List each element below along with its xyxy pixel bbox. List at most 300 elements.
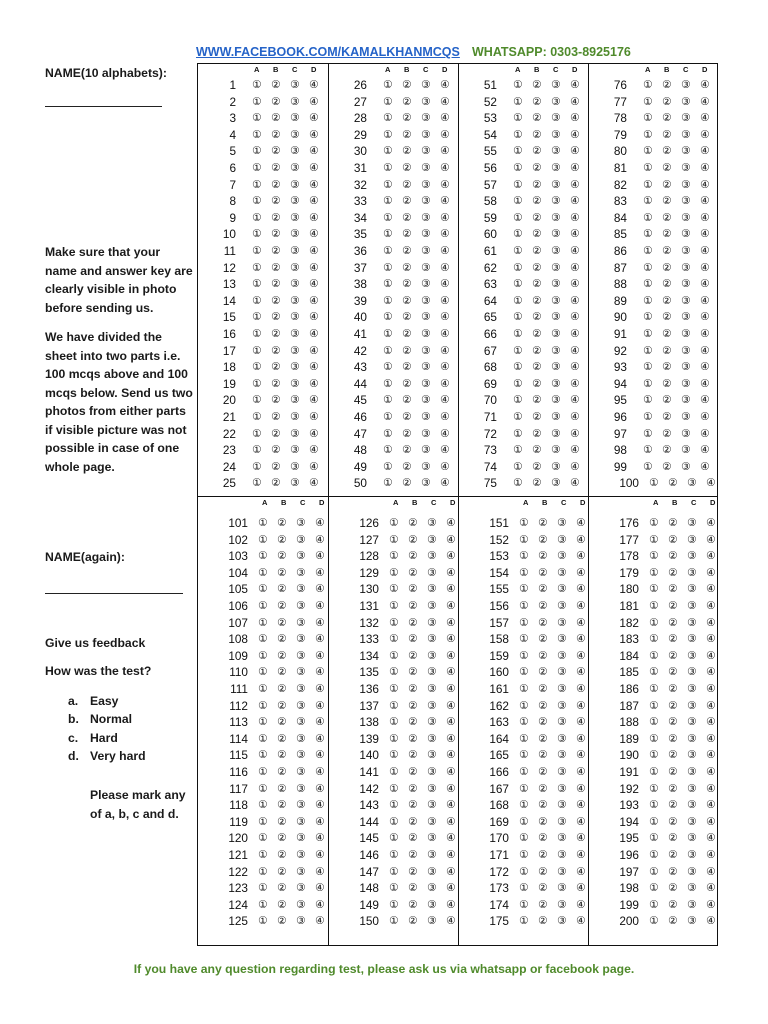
answer-bubble-b[interactable]: ② <box>668 533 678 546</box>
answer-bubble-a[interactable]: ① <box>252 477 262 490</box>
answer-bubble-c[interactable]: ③ <box>290 245 300 257</box>
answer-bubble-d[interactable]: ④ <box>706 533 716 546</box>
answer-bubble-b[interactable]: ② <box>402 178 412 191</box>
answer-bubble-c[interactable]: ③ <box>557 882 567 895</box>
answer-bubble-d[interactable]: ④ <box>706 865 716 878</box>
answer-bubble-d[interactable]: ④ <box>446 882 456 895</box>
answer-bubble-c[interactable]: ③ <box>427 600 437 612</box>
answer-bubble-c[interactable]: ③ <box>421 311 431 324</box>
answer-bubble-c[interactable]: ③ <box>687 683 697 695</box>
answer-bubble-d[interactable]: ④ <box>576 600 586 612</box>
answer-bubble-d[interactable]: ④ <box>315 633 325 646</box>
answer-bubble-d[interactable]: ④ <box>440 112 450 125</box>
answer-bubble-a[interactable]: ① <box>643 162 653 174</box>
answer-bubble-b[interactable]: ② <box>668 616 678 629</box>
answer-bubble-a[interactable]: ① <box>643 444 653 457</box>
answer-bubble-a[interactable]: ① <box>389 533 399 546</box>
answer-bubble-c[interactable]: ③ <box>427 732 437 745</box>
answer-bubble-b[interactable]: ② <box>271 79 281 91</box>
answer-bubble-c[interactable]: ③ <box>427 583 437 596</box>
answer-bubble-c[interactable]: ③ <box>296 683 306 695</box>
answer-bubble-b[interactable]: ② <box>532 377 542 390</box>
answer-bubble-d[interactable]: ④ <box>315 666 325 679</box>
answer-bubble-a[interactable]: ① <box>519 683 529 695</box>
answer-bubble-d[interactable]: ④ <box>576 882 586 895</box>
answer-bubble-a[interactable]: ① <box>519 616 529 629</box>
answer-bubble-c[interactable]: ③ <box>557 915 567 928</box>
answer-bubble-b[interactable]: ② <box>532 344 542 357</box>
answer-bubble-d[interactable]: ④ <box>570 328 580 340</box>
answer-bubble-a[interactable]: ① <box>383 477 393 490</box>
answer-bubble-b[interactable]: ② <box>271 394 281 407</box>
answer-bubble-d[interactable]: ④ <box>570 411 580 423</box>
answer-bubble-d[interactable]: ④ <box>576 699 586 712</box>
answer-bubble-d[interactable]: ④ <box>309 427 319 440</box>
answer-bubble-b[interactable]: ② <box>538 550 548 563</box>
answer-bubble-b[interactable]: ② <box>532 195 542 208</box>
answer-bubble-a[interactable]: ① <box>383 195 393 208</box>
answer-bubble-b[interactable]: ② <box>662 427 672 440</box>
answer-bubble-d[interactable]: ④ <box>576 649 586 662</box>
answer-bubble-c[interactable]: ③ <box>551 261 561 274</box>
feedback-option-very-hard[interactable] <box>68 747 146 766</box>
answer-bubble-d[interactable]: ④ <box>440 361 450 374</box>
answer-bubble-c[interactable]: ③ <box>421 228 431 241</box>
answer-bubble-b[interactable]: ② <box>402 394 412 407</box>
answer-bubble-c[interactable]: ③ <box>557 517 567 529</box>
answer-bubble-a[interactable]: ① <box>258 550 268 563</box>
answer-bubble-b[interactable]: ② <box>271 444 281 457</box>
answer-bubble-c[interactable]: ③ <box>687 815 697 828</box>
answer-bubble-c[interactable]: ③ <box>551 278 561 291</box>
answer-bubble-d[interactable]: ④ <box>706 766 716 778</box>
answer-bubble-a[interactable]: ① <box>649 683 659 695</box>
answer-bubble-b[interactable]: ② <box>538 732 548 745</box>
answer-bubble-b[interactable]: ② <box>271 211 281 224</box>
answer-bubble-d[interactable]: ④ <box>446 898 456 911</box>
answer-bubble-a[interactable]: ① <box>519 566 529 579</box>
answer-bubble-c[interactable]: ③ <box>290 477 300 490</box>
answer-bubble-a[interactable]: ① <box>513 228 523 241</box>
answer-bubble-d[interactable]: ④ <box>706 566 716 579</box>
answer-bubble-d[interactable]: ④ <box>706 749 716 762</box>
answer-bubble-d[interactable]: ④ <box>315 517 325 529</box>
answer-bubble-c[interactable]: ③ <box>551 328 561 340</box>
answer-bubble-c[interactable]: ③ <box>290 427 300 440</box>
answer-bubble-a[interactable]: ① <box>643 427 653 440</box>
answer-bubble-b[interactable]: ② <box>662 95 672 108</box>
answer-bubble-c[interactable]: ③ <box>687 600 697 612</box>
answer-bubble-a[interactable]: ① <box>383 228 393 241</box>
answer-bubble-d[interactable]: ④ <box>440 145 450 158</box>
answer-bubble-d[interactable]: ④ <box>570 162 580 174</box>
answer-bubble-c[interactable]: ③ <box>427 550 437 563</box>
answer-bubble-a[interactable]: ① <box>649 533 659 546</box>
answer-bubble-b[interactable]: ② <box>662 294 672 307</box>
answer-bubble-c[interactable]: ③ <box>551 444 561 457</box>
answer-bubble-a[interactable]: ① <box>649 865 659 878</box>
answer-bubble-b[interactable]: ② <box>668 477 678 490</box>
answer-bubble-c[interactable]: ③ <box>681 195 691 208</box>
answer-bubble-a[interactable]: ① <box>643 460 653 473</box>
answer-bubble-c[interactable]: ③ <box>681 128 691 141</box>
answer-bubble-d[interactable]: ④ <box>446 915 456 928</box>
answer-bubble-b[interactable]: ② <box>408 533 418 546</box>
answer-bubble-a[interactable]: ① <box>258 882 268 895</box>
answer-bubble-b[interactable]: ② <box>402 294 412 307</box>
answer-bubble-a[interactable]: ① <box>649 616 659 629</box>
answer-bubble-c[interactable]: ③ <box>551 344 561 357</box>
answer-bubble-b[interactable]: ② <box>538 915 548 928</box>
answer-bubble-c[interactable]: ③ <box>551 394 561 407</box>
answer-bubble-a[interactable]: ① <box>252 328 262 340</box>
answer-bubble-d[interactable]: ④ <box>706 633 716 646</box>
answer-bubble-a[interactable]: ① <box>389 683 399 695</box>
answer-bubble-a[interactable]: ① <box>519 716 529 729</box>
answer-bubble-d[interactable]: ④ <box>570 145 580 158</box>
answer-bubble-a[interactable]: ① <box>252 344 262 357</box>
answer-bubble-c[interactable]: ③ <box>290 261 300 274</box>
answer-bubble-b[interactable]: ② <box>271 95 281 108</box>
answer-bubble-a[interactable]: ① <box>519 732 529 745</box>
answer-bubble-d[interactable]: ④ <box>576 533 586 546</box>
answer-bubble-a[interactable]: ① <box>252 228 262 241</box>
answer-bubble-c[interactable]: ③ <box>290 411 300 423</box>
answer-bubble-a[interactable]: ① <box>252 195 262 208</box>
answer-bubble-a[interactable]: ① <box>389 616 399 629</box>
answer-bubble-d[interactable]: ④ <box>315 533 325 546</box>
answer-bubble-a[interactable]: ① <box>258 600 268 612</box>
answer-bubble-d[interactable]: ④ <box>706 666 716 679</box>
answer-bubble-b[interactable]: ② <box>277 832 287 845</box>
answer-bubble-d[interactable]: ④ <box>440 162 450 174</box>
answer-bubble-b[interactable]: ② <box>538 699 548 712</box>
answer-bubble-a[interactable]: ① <box>252 211 262 224</box>
answer-bubble-a[interactable]: ① <box>252 162 262 174</box>
answer-bubble-b[interactable]: ② <box>408 882 418 895</box>
answer-bubble-c[interactable]: ③ <box>551 112 561 125</box>
answer-bubble-c[interactable]: ③ <box>427 766 437 778</box>
answer-bubble-d[interactable]: ④ <box>315 849 325 861</box>
answer-bubble-d[interactable]: ④ <box>446 566 456 579</box>
answer-bubble-c[interactable]: ③ <box>687 865 697 878</box>
answer-bubble-b[interactable]: ② <box>277 633 287 646</box>
answer-bubble-a[interactable]: ① <box>258 616 268 629</box>
answer-bubble-d[interactable]: ④ <box>570 294 580 307</box>
answer-bubble-b[interactable]: ② <box>402 195 412 208</box>
answer-bubble-b[interactable]: ② <box>668 799 678 812</box>
answer-bubble-c[interactable]: ③ <box>687 517 697 529</box>
answer-bubble-d[interactable]: ④ <box>446 865 456 878</box>
answer-bubble-d[interactable]: ④ <box>576 782 586 795</box>
answer-bubble-d[interactable]: ④ <box>570 477 580 490</box>
answer-bubble-b[interactable]: ② <box>402 79 412 91</box>
answer-bubble-d[interactable]: ④ <box>576 683 586 695</box>
answer-bubble-c[interactable]: ③ <box>551 128 561 141</box>
answer-bubble-b[interactable]: ② <box>668 766 678 778</box>
answer-bubble-b[interactable]: ② <box>668 732 678 745</box>
answer-bubble-c[interactable]: ③ <box>290 128 300 141</box>
answer-bubble-a[interactable]: ① <box>252 377 262 390</box>
answer-bubble-c[interactable]: ③ <box>427 898 437 911</box>
answer-bubble-c[interactable]: ③ <box>421 427 431 440</box>
answer-bubble-c[interactable]: ③ <box>290 178 300 191</box>
answer-bubble-a[interactable]: ① <box>389 849 399 861</box>
answer-bubble-d[interactable]: ④ <box>440 211 450 224</box>
answer-bubble-a[interactable]: ① <box>643 377 653 390</box>
answer-bubble-b[interactable]: ② <box>668 649 678 662</box>
answer-bubble-b[interactable]: ② <box>271 377 281 390</box>
answer-bubble-c[interactable]: ③ <box>290 444 300 457</box>
answer-bubble-d[interactable]: ④ <box>576 716 586 729</box>
answer-bubble-c[interactable]: ③ <box>421 361 431 374</box>
answer-bubble-c[interactable]: ③ <box>427 566 437 579</box>
answer-bubble-d[interactable]: ④ <box>706 517 716 529</box>
answer-bubble-b[interactable]: ② <box>402 128 412 141</box>
answer-bubble-b[interactable]: ② <box>662 444 672 457</box>
answer-bubble-d[interactable]: ④ <box>446 732 456 745</box>
answer-bubble-b[interactable]: ② <box>662 328 672 340</box>
answer-bubble-d[interactable]: ④ <box>700 411 710 423</box>
answer-bubble-b[interactable]: ② <box>668 849 678 861</box>
answer-bubble-b[interactable]: ② <box>532 95 542 108</box>
answer-bubble-d[interactable]: ④ <box>315 550 325 563</box>
answer-bubble-a[interactable]: ① <box>519 633 529 646</box>
answer-bubble-b[interactable]: ② <box>538 815 548 828</box>
answer-bubble-c[interactable]: ③ <box>551 228 561 241</box>
answer-bubble-c[interactable]: ③ <box>681 444 691 457</box>
answer-bubble-a[interactable]: ① <box>513 427 523 440</box>
answer-bubble-d[interactable]: ④ <box>700 245 710 257</box>
answer-bubble-a[interactable]: ① <box>519 915 529 928</box>
answer-bubble-d[interactable]: ④ <box>446 533 456 546</box>
answer-bubble-a[interactable]: ① <box>383 427 393 440</box>
answer-bubble-a[interactable]: ① <box>252 294 262 307</box>
answer-bubble-d[interactable]: ④ <box>570 79 580 91</box>
answer-bubble-a[interactable]: ① <box>513 112 523 125</box>
answer-bubble-a[interactable]: ① <box>389 633 399 646</box>
answer-bubble-b[interactable]: ② <box>271 145 281 158</box>
answer-bubble-b[interactable]: ② <box>538 633 548 646</box>
answer-bubble-a[interactable]: ① <box>383 211 393 224</box>
answer-bubble-d[interactable]: ④ <box>309 278 319 291</box>
answer-bubble-a[interactable]: ① <box>252 245 262 257</box>
answer-bubble-b[interactable]: ② <box>277 849 287 861</box>
answer-bubble-d[interactable]: ④ <box>576 749 586 762</box>
facebook-link[interactable]: WWW.FACEBOOK.COM/KAMALKHANMCQS <box>196 45 460 59</box>
answer-bubble-a[interactable]: ① <box>258 666 268 679</box>
answer-bubble-c[interactable]: ③ <box>687 749 697 762</box>
answer-bubble-c[interactable]: ③ <box>427 815 437 828</box>
answer-bubble-d[interactable]: ④ <box>576 865 586 878</box>
answer-bubble-b[interactable]: ② <box>668 815 678 828</box>
answer-bubble-d[interactable]: ④ <box>576 815 586 828</box>
answer-bubble-a[interactable]: ① <box>383 245 393 257</box>
answer-bubble-c[interactable]: ③ <box>681 112 691 125</box>
answer-bubble-c[interactable]: ③ <box>687 716 697 729</box>
answer-bubble-b[interactable]: ② <box>532 112 542 125</box>
answer-bubble-b[interactable]: ② <box>668 915 678 928</box>
answer-bubble-b[interactable]: ② <box>271 261 281 274</box>
answer-bubble-d[interactable]: ④ <box>570 361 580 374</box>
answer-bubble-b[interactable]: ② <box>538 749 548 762</box>
answer-bubble-d[interactable]: ④ <box>315 882 325 895</box>
answer-bubble-b[interactable]: ② <box>277 600 287 612</box>
answer-bubble-a[interactable]: ① <box>643 95 653 108</box>
answer-bubble-a[interactable]: ① <box>643 79 653 91</box>
answer-bubble-d[interactable]: ④ <box>309 344 319 357</box>
answer-bubble-d[interactable]: ④ <box>315 649 325 662</box>
answer-bubble-b[interactable]: ② <box>538 533 548 546</box>
answer-bubble-d[interactable]: ④ <box>309 228 319 241</box>
answer-bubble-c[interactable]: ③ <box>421 245 431 257</box>
answer-bubble-a[interactable]: ① <box>513 245 523 257</box>
answer-bubble-b[interactable]: ② <box>532 162 542 174</box>
answer-bubble-b[interactable]: ② <box>538 517 548 529</box>
answer-bubble-b[interactable]: ② <box>538 882 548 895</box>
answer-bubble-b[interactable]: ② <box>402 145 412 158</box>
answer-bubble-c[interactable]: ③ <box>421 394 431 407</box>
answer-bubble-c[interactable]: ③ <box>290 278 300 291</box>
answer-bubble-a[interactable]: ① <box>389 566 399 579</box>
answer-bubble-a[interactable]: ① <box>258 517 268 529</box>
answer-bubble-b[interactable]: ② <box>408 699 418 712</box>
answer-bubble-d[interactable]: ④ <box>570 444 580 457</box>
answer-bubble-b[interactable]: ② <box>402 377 412 390</box>
answer-bubble-a[interactable]: ① <box>258 633 268 646</box>
answer-bubble-a[interactable]: ① <box>383 128 393 141</box>
answer-bubble-c[interactable]: ③ <box>551 162 561 174</box>
answer-bubble-b[interactable]: ② <box>662 311 672 324</box>
answer-bubble-d[interactable]: ④ <box>309 195 319 208</box>
answer-bubble-a[interactable]: ① <box>383 162 393 174</box>
answer-bubble-d[interactable]: ④ <box>570 245 580 257</box>
answer-bubble-c[interactable]: ③ <box>296 583 306 596</box>
feedback-option-hard[interactable] <box>68 729 118 748</box>
answer-bubble-c[interactable]: ③ <box>557 699 567 712</box>
answer-bubble-b[interactable]: ② <box>402 344 412 357</box>
answer-bubble-d[interactable]: ④ <box>440 178 450 191</box>
answer-bubble-c[interactable]: ③ <box>421 377 431 390</box>
answer-bubble-a[interactable]: ① <box>258 749 268 762</box>
answer-bubble-c[interactable]: ③ <box>290 211 300 224</box>
answer-bubble-b[interactable]: ② <box>402 228 412 241</box>
answer-bubble-a[interactable]: ① <box>513 79 523 91</box>
answer-bubble-b[interactable]: ② <box>532 394 542 407</box>
answer-bubble-c[interactable]: ③ <box>551 460 561 473</box>
answer-bubble-d[interactable]: ④ <box>309 411 319 423</box>
answer-bubble-b[interactable]: ② <box>271 477 281 490</box>
answer-bubble-a[interactable]: ① <box>252 411 262 423</box>
answer-bubble-d[interactable]: ④ <box>309 444 319 457</box>
answer-bubble-b[interactable]: ② <box>402 311 412 324</box>
answer-bubble-b[interactable]: ② <box>277 799 287 812</box>
answer-bubble-a[interactable]: ① <box>513 294 523 307</box>
answer-bubble-c[interactable]: ③ <box>681 228 691 241</box>
answer-bubble-a[interactable]: ① <box>513 311 523 324</box>
answer-bubble-d[interactable]: ④ <box>309 112 319 125</box>
answer-bubble-c[interactable]: ③ <box>296 633 306 646</box>
answer-bubble-c[interactable]: ③ <box>557 600 567 612</box>
answer-bubble-b[interactable]: ② <box>271 411 281 423</box>
answer-bubble-a[interactable]: ① <box>643 311 653 324</box>
answer-bubble-d[interactable]: ④ <box>309 145 319 158</box>
answer-bubble-d[interactable]: ④ <box>440 311 450 324</box>
answer-bubble-d[interactable]: ④ <box>700 361 710 374</box>
answer-bubble-b[interactable]: ② <box>538 832 548 845</box>
answer-bubble-a[interactable]: ① <box>649 666 659 679</box>
answer-bubble-c[interactable]: ③ <box>290 328 300 340</box>
answer-bubble-a[interactable]: ① <box>643 361 653 374</box>
answer-bubble-b[interactable]: ② <box>538 849 548 861</box>
answer-bubble-a[interactable]: ① <box>389 517 399 529</box>
answer-bubble-a[interactable]: ① <box>383 294 393 307</box>
answer-bubble-c[interactable]: ③ <box>421 328 431 340</box>
answer-bubble-a[interactable]: ① <box>383 411 393 423</box>
answer-bubble-b[interactable]: ② <box>668 633 678 646</box>
answer-bubble-d[interactable]: ④ <box>576 517 586 529</box>
answer-bubble-c[interactable]: ③ <box>551 245 561 257</box>
answer-bubble-a[interactable]: ① <box>389 649 399 662</box>
answer-bubble-a[interactable]: ① <box>519 782 529 795</box>
answer-bubble-a[interactable]: ① <box>383 344 393 357</box>
answer-bubble-c[interactable]: ③ <box>421 294 431 307</box>
feedback-option-normal[interactable] <box>68 710 132 729</box>
answer-bubble-c[interactable]: ③ <box>557 766 567 778</box>
answer-bubble-d[interactable]: ④ <box>446 666 456 679</box>
answer-bubble-c[interactable]: ③ <box>296 815 306 828</box>
answer-bubble-a[interactable]: ① <box>643 128 653 141</box>
answer-bubble-a[interactable]: ① <box>519 749 529 762</box>
answer-bubble-b[interactable]: ② <box>668 882 678 895</box>
answer-bubble-d[interactable]: ④ <box>315 865 325 878</box>
answer-bubble-c[interactable]: ③ <box>421 79 431 91</box>
answer-bubble-c[interactable]: ③ <box>421 195 431 208</box>
answer-bubble-c[interactable]: ③ <box>687 550 697 563</box>
answer-bubble-a[interactable]: ① <box>258 683 268 695</box>
answer-bubble-a[interactable]: ① <box>649 566 659 579</box>
answer-bubble-d[interactable]: ④ <box>570 377 580 390</box>
answer-bubble-b[interactable]: ② <box>408 782 418 795</box>
answer-bubble-b[interactable]: ② <box>277 550 287 563</box>
answer-bubble-c[interactable]: ③ <box>296 749 306 762</box>
answer-bubble-a[interactable]: ① <box>513 145 523 158</box>
answer-bubble-a[interactable]: ① <box>389 550 399 563</box>
answer-bubble-c[interactable]: ③ <box>687 616 697 629</box>
answer-bubble-c[interactable]: ③ <box>557 550 567 563</box>
answer-bubble-a[interactable]: ① <box>513 328 523 340</box>
answer-bubble-a[interactable]: ① <box>383 145 393 158</box>
answer-bubble-a[interactable]: ① <box>389 766 399 778</box>
answer-bubble-a[interactable]: ① <box>258 699 268 712</box>
answer-bubble-a[interactable]: ① <box>383 278 393 291</box>
answer-bubble-b[interactable]: ② <box>277 749 287 762</box>
answer-bubble-c[interactable]: ③ <box>296 782 306 795</box>
answer-bubble-a[interactable]: ① <box>252 112 262 125</box>
answer-bubble-c[interactable]: ③ <box>687 477 697 490</box>
answer-bubble-b[interactable]: ② <box>408 583 418 596</box>
answer-bubble-c[interactable]: ③ <box>687 799 697 812</box>
answer-bubble-d[interactable]: ④ <box>315 915 325 928</box>
answer-bubble-c[interactable]: ③ <box>687 666 697 679</box>
answer-bubble-c[interactable]: ③ <box>557 849 567 861</box>
answer-bubble-c[interactable]: ③ <box>427 849 437 861</box>
answer-bubble-b[interactable]: ② <box>402 95 412 108</box>
answer-bubble-c[interactable]: ③ <box>681 344 691 357</box>
answer-bubble-c[interactable]: ③ <box>681 211 691 224</box>
answer-bubble-c[interactable]: ③ <box>296 533 306 546</box>
answer-bubble-a[interactable]: ① <box>649 550 659 563</box>
